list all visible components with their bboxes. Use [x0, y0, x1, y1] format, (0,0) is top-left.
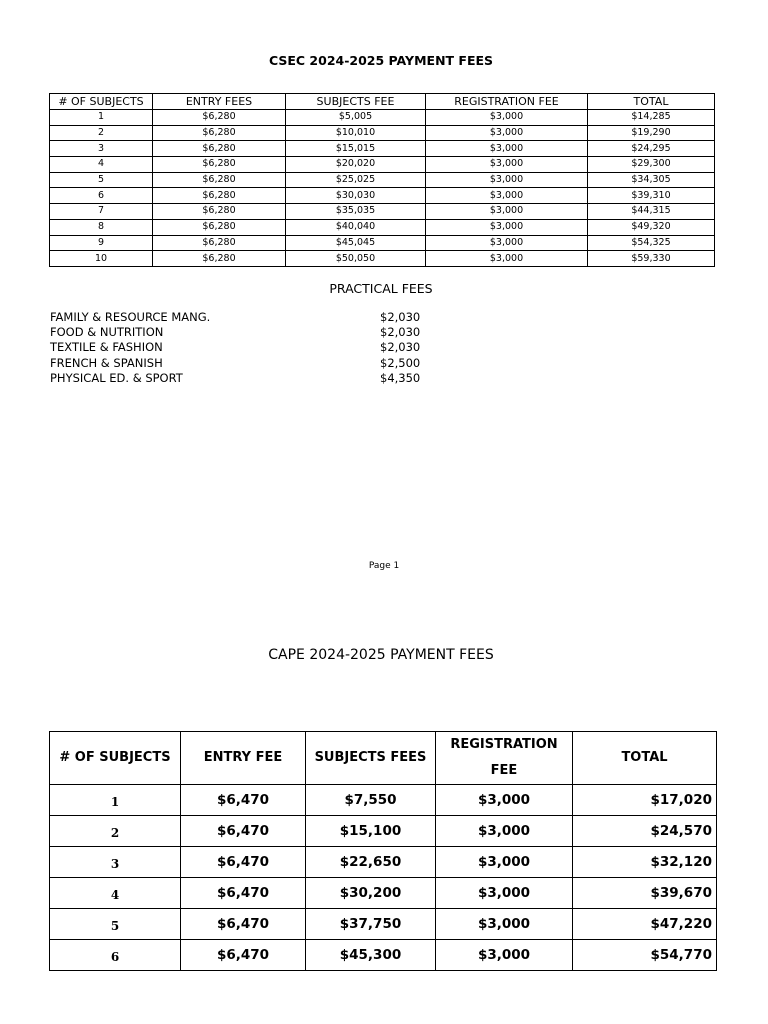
csec-cell-entry-fee: $6,280 — [153, 157, 286, 173]
csec-table-row — [50, 110, 715, 126]
cape-cell-total: $32,120 — [573, 847, 717, 878]
csec-cell-subjects-fee: $40,040 — [286, 219, 426, 235]
cape-cell-subjects: 3 — [50, 847, 181, 878]
cape-fees-table — [49, 731, 717, 971]
csec-table-row — [50, 188, 715, 204]
cape-cell-registration-fee: $3,000 — [436, 816, 573, 847]
csec-cell-subjects: 1 — [50, 110, 153, 126]
csec-cell-entry-fee: $6,280 — [153, 219, 286, 235]
practical-fee-item — [50, 371, 430, 386]
cape-cell-subjects: 5 — [50, 909, 181, 940]
csec-cell-total: $39,310 — [588, 188, 715, 204]
practical-fee-name: FAMILY & RESOURCE MANG. — [50, 310, 211, 324]
cape-cell-total: $54,770 — [573, 940, 717, 971]
csec-cell-registration-fee: $3,000 — [426, 188, 588, 204]
csec-cell-registration-fee: $3,000 — [426, 141, 588, 157]
csec-header-subjects-fee: SUBJECTS FEE — [286, 94, 426, 110]
csec-cell-total: $19,290 — [588, 125, 715, 141]
cape-cell-registration-fee: $3,000 — [436, 909, 573, 940]
csec-table-row — [50, 172, 715, 188]
cape-cell-subjects-fee: $15,100 — [306, 816, 436, 847]
cape-cell-registration-fee: $3,000 — [436, 847, 573, 878]
csec-cell-subjects-fee: $50,050 — [286, 251, 426, 267]
cape-cell-total: $39,670 — [573, 878, 717, 909]
csec-cell-total: $29,300 — [588, 157, 715, 173]
csec-cell-entry-fee: $6,280 — [153, 251, 286, 267]
cape-table-row — [50, 785, 717, 816]
csec-cell-registration-fee: $3,000 — [426, 235, 588, 251]
cape-cell-total: $17,020 — [573, 785, 717, 816]
practical-fee-item — [50, 356, 430, 371]
csec-header-subjects: # OF SUBJECTS — [50, 94, 153, 110]
csec-table-row — [50, 219, 715, 235]
practical-fee-item — [50, 310, 430, 325]
cape-cell-total: $47,220 — [573, 909, 717, 940]
csec-cell-entry-fee: $6,280 — [153, 125, 286, 141]
cape-cell-subjects-fee: $37,750 — [306, 909, 436, 940]
cape-cell-entry-fee: $6,470 — [181, 909, 306, 940]
practical-fee-name: TEXTILE & FASHION — [50, 340, 163, 355]
csec-table-row — [50, 125, 715, 141]
csec-cell-entry-fee: $6,280 — [153, 141, 286, 157]
csec-cell-subjects: 8 — [50, 219, 153, 235]
practical-fee-name: FRENCH & SPANISH — [50, 355, 163, 370]
csec-cell-registration-fee: $3,000 — [426, 251, 588, 267]
practical-fee-amount: $2,030 — [380, 310, 421, 324]
cape-cell-subjects-fee: $22,650 — [306, 847, 436, 878]
csec-cell-subjects: 10 — [50, 251, 153, 267]
csec-cell-registration-fee: $3,000 — [426, 110, 588, 126]
csec-cell-registration-fee: $3,000 — [426, 172, 588, 188]
cape-table-row — [50, 816, 717, 847]
cape-cell-subjects: 2 — [50, 816, 181, 847]
cape-cell-entry-fee: $6,470 — [181, 785, 306, 816]
csec-cell-subjects: 4 — [50, 157, 153, 173]
cape-header-row — [50, 732, 717, 785]
practical-fee-amount: $4,350 — [380, 370, 421, 385]
page-number: Page 1 — [368, 561, 400, 571]
csec-cell-subjects-fee: $35,035 — [286, 204, 426, 220]
cape-header-total: TOTAL — [573, 732, 717, 785]
csec-cell-subjects: 2 — [50, 125, 153, 141]
cape-table-row — [50, 847, 717, 878]
csec-table-row — [50, 141, 715, 157]
practical-fee-amount: $2,500 — [380, 355, 421, 370]
csec-cell-subjects-fee: $5,005 — [286, 110, 426, 126]
cape-cell-entry-fee: $6,470 — [181, 940, 306, 971]
csec-cell-total: $59,330 — [588, 251, 715, 267]
csec-cell-total: $44,315 — [588, 204, 715, 220]
csec-cell-subjects-fee: $30,030 — [286, 188, 426, 204]
cape-cell-registration-fee: $3,000 — [436, 940, 573, 971]
practical-fees-title: PRACTICAL FEES — [329, 281, 433, 296]
csec-table-row — [50, 251, 715, 267]
cape-cell-total: $24,570 — [573, 816, 717, 847]
csec-cell-subjects-fee: $10,010 — [286, 125, 426, 141]
cape-title: CAPE 2024-2025 PAYMENT FEES — [268, 647, 494, 663]
cape-table-row — [50, 940, 717, 971]
csec-header-row — [50, 94, 715, 110]
cape-cell-subjects: 4 — [50, 878, 181, 909]
csec-cell-total: $54,325 — [588, 235, 715, 251]
cape-header-subjects-fees: SUBJECTS FEES — [306, 732, 436, 785]
cape-header-subjects: # OF SUBJECTS — [50, 732, 181, 785]
csec-title: CSEC 2024-2025 PAYMENT FEES — [268, 53, 494, 68]
practical-fee-name: PHYSICAL ED. & SPORT — [50, 370, 183, 385]
cape-cell-registration-fee: $3,000 — [436, 785, 573, 816]
cape-cell-entry-fee: $6,470 — [181, 878, 306, 909]
csec-cell-subjects: 6 — [50, 188, 153, 204]
csec-cell-registration-fee: $3,000 — [426, 157, 588, 173]
csec-cell-subjects: 7 — [50, 204, 153, 220]
csec-header-registration-fee: REGISTRATION FEE — [426, 94, 588, 110]
practical-fee-item — [50, 325, 430, 340]
csec-table-row — [50, 235, 715, 251]
csec-cell-subjects: 3 — [50, 141, 153, 157]
csec-cell-subjects-fee: $25,025 — [286, 172, 426, 188]
csec-cell-total: $24,295 — [588, 141, 715, 157]
cape-cell-registration-fee: $3,000 — [436, 878, 573, 909]
practical-fee-item — [50, 340, 430, 355]
cape-cell-subjects-fee: $7,550 — [306, 785, 436, 816]
csec-cell-entry-fee: $6,280 — [153, 235, 286, 251]
csec-cell-subjects-fee: $15,015 — [286, 141, 426, 157]
csec-header-total: TOTAL — [588, 94, 715, 110]
csec-cell-entry-fee: $6,280 — [153, 172, 286, 188]
csec-cell-registration-fee: $3,000 — [426, 219, 588, 235]
cape-table-row — [50, 909, 717, 940]
practical-fee-amount: $2,030 — [380, 325, 421, 340]
cape-cell-subjects-fee: $30,200 — [306, 878, 436, 909]
cape-cell-subjects: 1 — [50, 785, 181, 816]
cape-header-entry-fee: ENTRY FEE — [181, 732, 306, 785]
cape-cell-entry-fee: $6,470 — [181, 816, 306, 847]
practical-fee-name: FOOD & NUTRITION — [50, 325, 164, 340]
csec-header-entry-fees: ENTRY FEES — [153, 94, 286, 110]
csec-cell-entry-fee: $6,280 — [153, 110, 286, 126]
cape-cell-subjects-fee: $45,300 — [306, 940, 436, 971]
csec-cell-total: $49,320 — [588, 219, 715, 235]
csec-cell-entry-fee: $6,280 — [153, 188, 286, 204]
cape-cell-subjects: 6 — [50, 940, 181, 971]
csec-cell-registration-fee: $3,000 — [426, 125, 588, 141]
csec-cell-registration-fee: $3,000 — [426, 204, 588, 220]
csec-table-row — [50, 204, 715, 220]
csec-cell-subjects: 9 — [50, 235, 153, 251]
practical-fee-amount: $2,030 — [380, 340, 421, 355]
cape-header-registration-fee: REGISTRATION FEE — [436, 732, 573, 785]
csec-cell-subjects: 5 — [50, 172, 153, 188]
csec-cell-subjects-fee: $45,045 — [286, 235, 426, 251]
csec-fees-table — [49, 93, 715, 267]
csec-cell-total: $34,305 — [588, 172, 715, 188]
csec-table-row — [50, 157, 715, 173]
cape-table-row — [50, 878, 717, 909]
csec-cell-total: $14,285 — [588, 110, 715, 126]
csec-cell-entry-fee: $6,280 — [153, 204, 286, 220]
csec-cell-subjects-fee: $20,020 — [286, 157, 426, 173]
cape-cell-entry-fee: $6,470 — [181, 847, 306, 878]
